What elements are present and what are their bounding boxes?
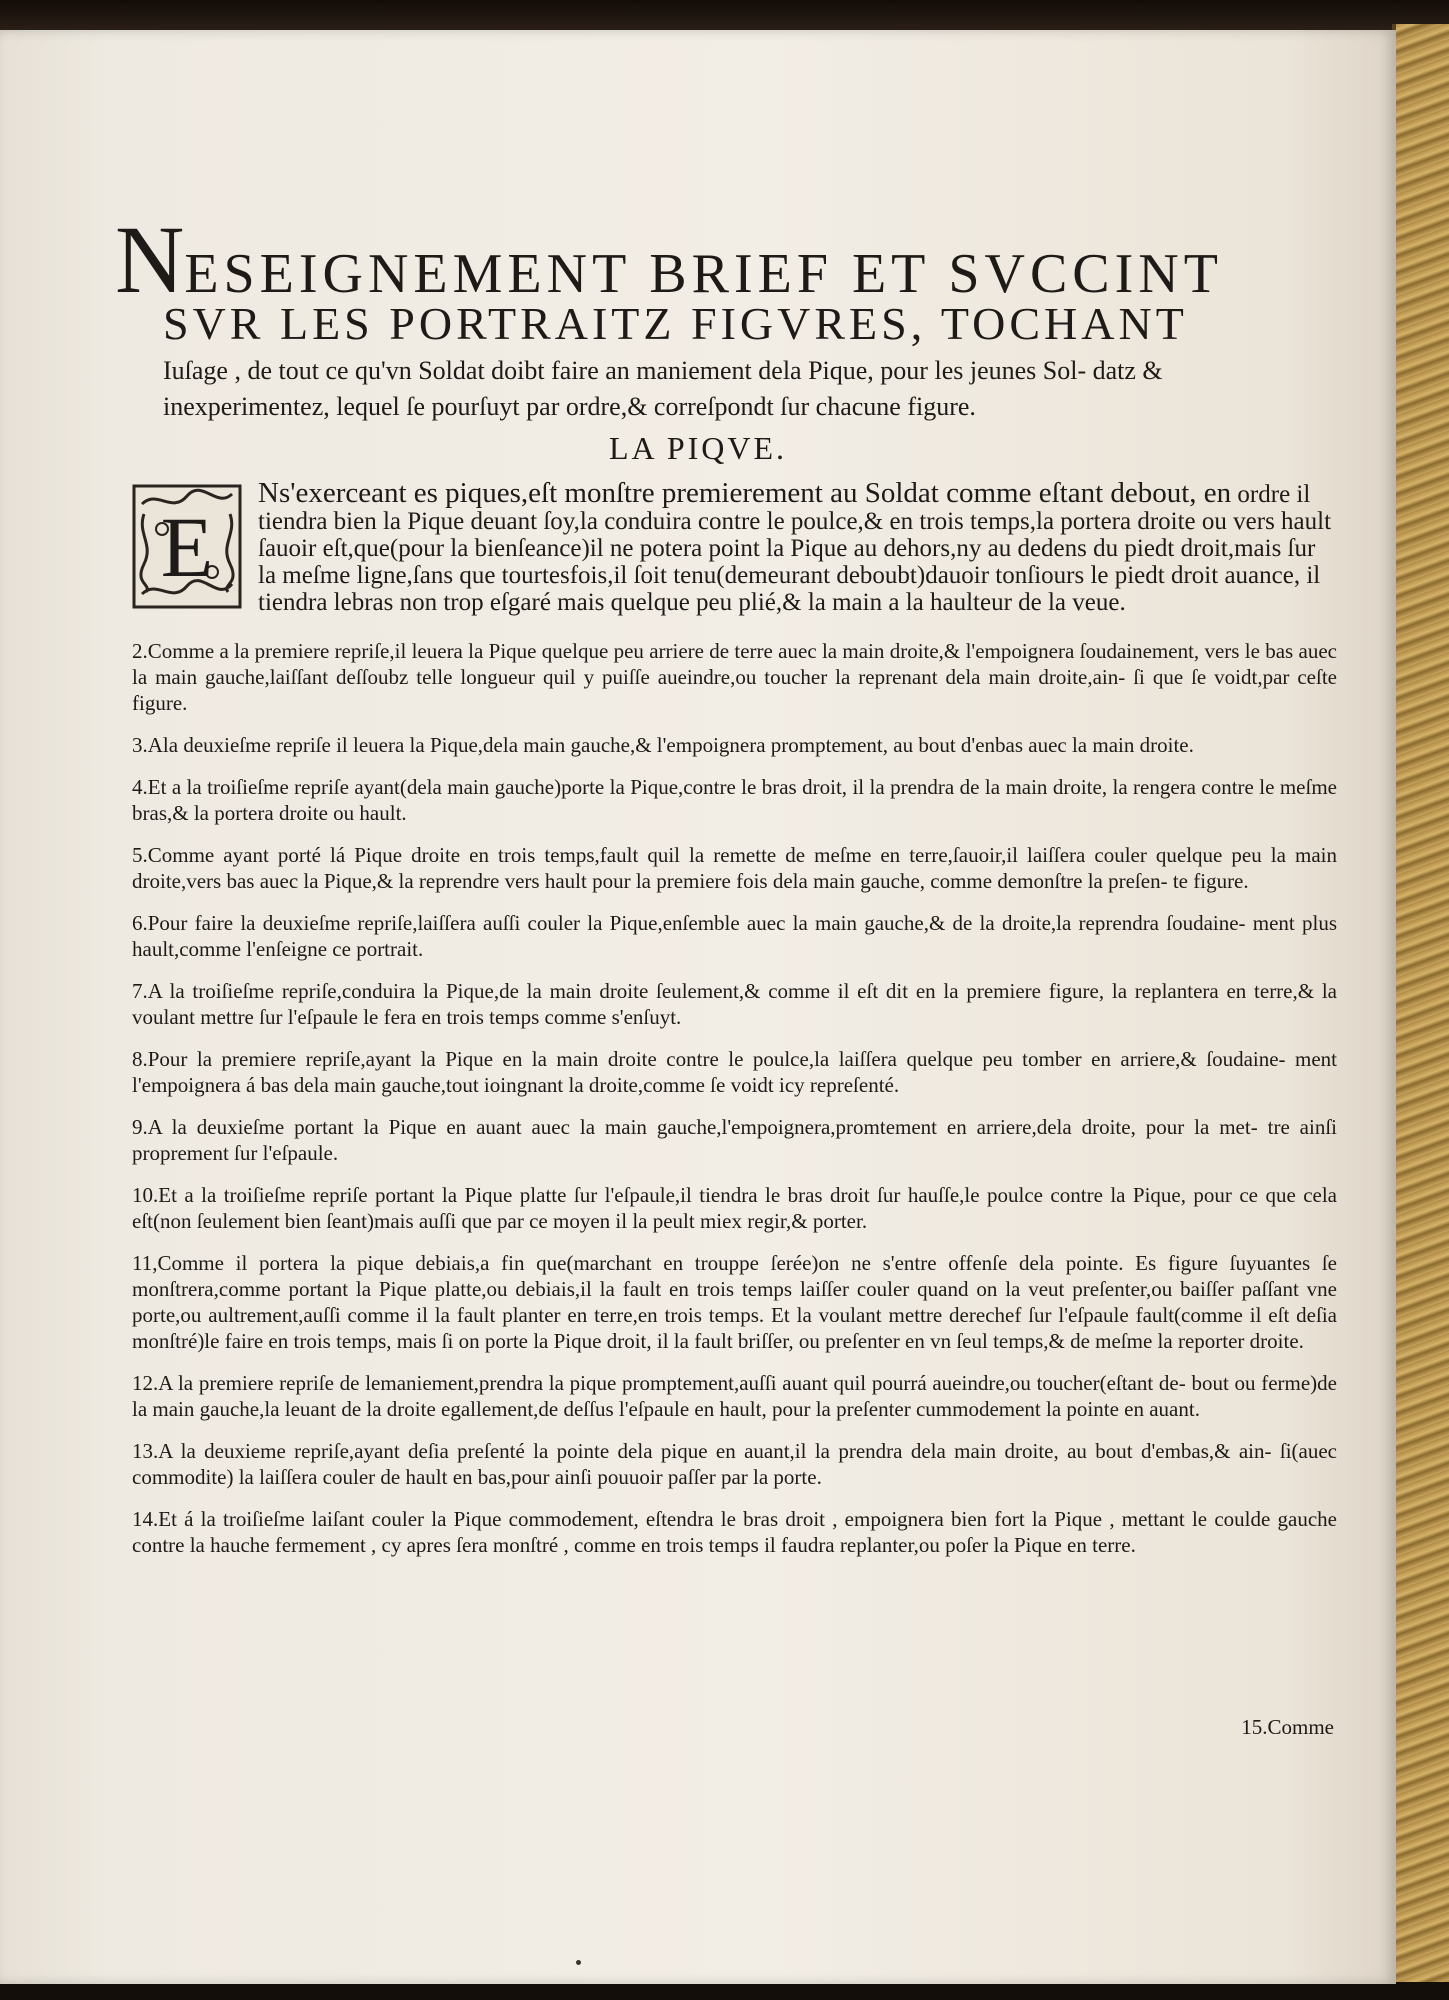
title-initial: N bbox=[115, 206, 185, 313]
paragraph-4: 4.Et a la troiſieſme repriſe ayant(dela main gauche)porte la Pique,contre le bras droit, il la prendra de la main droite, la rengera contre le meſme bras,& la portera droite ou hault. bbox=[132, 775, 1337, 825]
scan-bottom-edge bbox=[0, 1982, 1449, 2000]
title-subtitle: Iuſage , de tout ce qu'vn Soldat doibt faire an maniement dela Pique, pour les jeunes Sol- datz & inexperimentez, lequel ſe pourſuyt par ordre,& correſpondt ſur chacune figure. bbox=[163, 356, 1163, 421]
paragraph-2: 2.Comme a la premiere repriſe,il leuera la Pique quelque peu arriere de terre auec la main droite,& l'empoignera ſoudainement, vers le bas auec la main gauche,laiſſant deſſoubz telle longueur quil y puiſſe aueindre,ou toucher la reprenant dela main droite,ain- ſi que ſe voidt,par ceſte figure. bbox=[132, 639, 1337, 715]
section-heading: LA PIQVE. bbox=[608, 430, 788, 466]
title-line-1-rest: ESEIGNEMENT BRIEF ET SVCCINT bbox=[184, 243, 1223, 305]
paragraph-10: 10.Et a la troiſieſme repriſe portant la Pique platte ſur l'eſpaule,il tiendra le bras droit ſur hauſſe,le poulce contre la Pique, pour ce que cela eſt(non ſeulement bien ſeant)mais auſſi que par ce moyen il la peult miex regir,& porter. bbox=[132, 1183, 1337, 1233]
paragraph-6: 6.Pour faire la deuxieſme repriſe,laiſſera auſſi couler la Pique,enſemble auec la main gauche,& de la droite,la reprendra ſoudaine- ment plus hault,comme l'enſeigne ce portrait. bbox=[132, 911, 1337, 961]
paragraph-11: 11,Comme il portera la pique debiais,a fin que(marchant en trouppe ſerée)on ne s'entre offenſe dela pointe. Es figure ſuyuantes ſe monſtrera,comme portant la Pique platte,ou debiais,il la fault en trois temps laiſſer couler quand on la veut preſenter,ou baiſſer paſſant vne porte,ou aultrement,auſſi comme il la fault planter en terre,en trois temps. Et la voulant mettre derechef ſur l'eſpaule fault(comme il eſt deſia monſtré)le faire en trois temps, mais ſi on porte la Pique droit, il la fault briſſer, ou preſenter en vn ſeul temps,& de meſme la reporter droite. bbox=[132, 1251, 1337, 1353]
lead-paragraph bbox=[132, 477, 1337, 616]
svg-text:E: E bbox=[160, 499, 214, 595]
paragraph-8: 8.Pour la premiere repriſe,ayant la Pique en la main droite contre le poulce,la laiſſera quelque peu tomber en arriere,& ſoudaine- ment l'empoignera á bas dela main gauche,tout ioingnant la droite,comme ſe voidt icy repreſenté. bbox=[132, 1047, 1337, 1097]
title-line-2: SVR LES PORTRAITZ FIGVRES, TOCHANT bbox=[163, 298, 1188, 349]
catchword: 15.Comme bbox=[1241, 1715, 1334, 1739]
scan-top-edge bbox=[0, 0, 1449, 32]
page-mark bbox=[576, 1960, 581, 1965]
lead-text: ordre il tiendra bien la Pique deuant ſoy,la conduira contre le poulce,& en trois temps,la portera droite ou vers hault ſauoir eſt,que(pour la bienſeance)il ne potera point la Pique au dehors,ny au dedens du piedt droit,mais ſur la meſme ligne,ſans que tourtesfois,il ſoit tenu(demeurant deboubt)dauoir tonſiours le piedt droit auance, il tiendra lebras non trop eſgaré mais quelque peu plié,& la main a la haulteur de la veue. bbox=[258, 481, 1332, 616]
paragraph-7: 7.A la troiſieſme repriſe,conduira la Pique,de la main droite ſeulement,& comme il eſt dit en la premiere figure, la replantera en terre,& la voulant mettre ſur l'eſpaule le fera en trois temps comme s'enſuyt. bbox=[132, 979, 1337, 1029]
title-line-1 bbox=[115, 206, 1335, 313]
ornamental-initial bbox=[132, 484, 242, 609]
text-body bbox=[132, 477, 1337, 1574]
paragraph-9: 9.A la deuxieſme portant la Pique en auant auec la main gauche,l'empoignera,promtement en arriere,dela droite, pour la met- tre ainſi proprement ſur l'eſpaule. bbox=[132, 1115, 1337, 1165]
paragraph-14: 14.Et á la troiſieſme laiſant couler la Pique commodement, eſtendra le bras droit , empoignera bien fort la Pique , mettant le coulde gauche contre la hauche fermement , cy apres ſera monſtré , comme en trois temps il faudra replanter,ou poſer la Pique en terre. bbox=[132, 1507, 1337, 1557]
paragraph-3: 3.Ala deuxieſme repriſe il leuera la Pique,dela main gauche,& l'empoignera promptement, au bout d'enbas auec la main droite. bbox=[132, 733, 1194, 757]
paragraph-13: 13.A la deuxieme repriſe,ayant deſia preſenté la pointe dela pique en auant,il la prendra dela main droite, au bout d'embas,& ain- ſi(auec commodite) la laiſſera couler de hault en bas,pour ainſi pouuoir paſſer par la porte. bbox=[132, 1439, 1337, 1489]
lead-first-line: Ns'exerceant es piques,eſt monſtre premierement au Soldat comme eſtant debout, en bbox=[258, 477, 1232, 509]
title-block bbox=[115, 206, 1335, 425]
paragraph-5: 5.Comme ayant porté lá Pique droite en trois temps,fault quil la remette de meſme en terre,ſauoir,il laiſſera couler quelque peu la main droite,vers bas auec la Pique,& la reprendre vers hault pour la premiere fois dela main gauche, comme demonſtre la preſen- te figure. bbox=[132, 843, 1337, 893]
book-fore-edge bbox=[1392, 24, 1449, 1988]
paragraph-12: 12.A la premiere repriſe de lemaniement,prendra la pique promptement,auſſi auant quil pourrá aueindre,ou toucher(eſtant de- bout ou ferme)de la main gauche,la leuant de la droite egallement,de deſſus l'eſpaule en hault, pour la preſenter cummodement la pointe en auant. bbox=[132, 1371, 1337, 1421]
book-page bbox=[0, 30, 1396, 1984]
